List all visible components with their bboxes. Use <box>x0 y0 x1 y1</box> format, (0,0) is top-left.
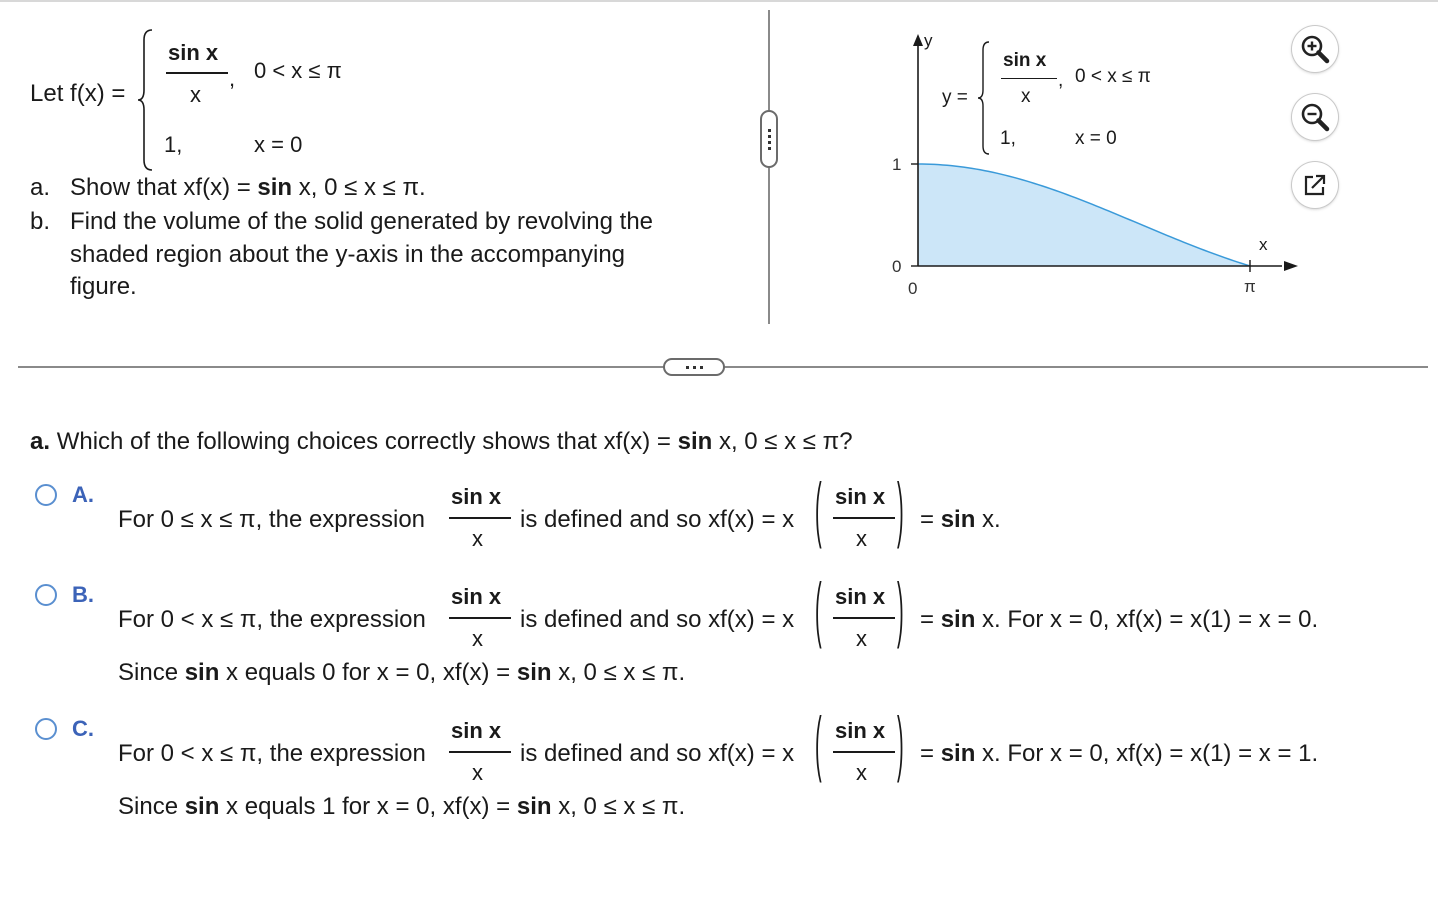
option-c-text-pre: For 0 < x ≤ π, the expression <box>118 740 426 767</box>
tick-label-xpi: π <box>1244 277 1256 296</box>
part-a-text: Show that xf(x) = sin x, 0 ≤ x ≤ π. <box>70 174 426 201</box>
option-c-mid: is defined and so xf(x) = x <box>520 740 795 767</box>
option-c-label: C. <box>72 716 94 741</box>
y-axis-arrow <box>913 34 923 46</box>
vertical-resize-handle[interactable] <box>760 110 778 168</box>
option-b-label: B. <box>72 582 94 607</box>
option-a-right-paren: ) <box>897 472 904 552</box>
option-c-frac-den: x <box>472 760 483 785</box>
zoom-out-icon <box>1299 101 1331 133</box>
case1-denominator: x <box>190 82 201 107</box>
option-b-tail: = sin x. For x = 0, xf(x) = x(1) = x = 0. <box>920 606 1319 633</box>
option-c-paren-num: sin x <box>835 718 886 743</box>
graph-fraction-bar <box>1001 78 1057 79</box>
piecewise-brace <box>136 28 156 172</box>
graph-case1-denominator: x <box>1021 86 1031 107</box>
case1-numerator: sin x <box>168 40 219 65</box>
let-label: Let f(x) = <box>30 80 126 107</box>
horizontal-resize-handle[interactable] <box>663 358 725 376</box>
option-a-left-paren: ( <box>815 472 822 552</box>
top-border <box>0 0 1438 2</box>
option-a-paren-den: x <box>856 526 867 551</box>
graph-case1-comma: , <box>1058 70 1064 91</box>
option-b-frac-den: x <box>472 626 483 651</box>
option-a-paren-num: sin x <box>835 484 886 509</box>
option-c-frac-bar <box>449 751 511 753</box>
option-b-paren-bar <box>833 617 895 619</box>
option-c-radio[interactable] <box>35 718 57 740</box>
option-b-left-paren: ( <box>815 572 822 652</box>
option-b-frac-bar <box>449 617 511 619</box>
option-c-frac-num: sin x <box>451 718 502 743</box>
x-axis-arrow <box>1284 261 1298 271</box>
option-b-mid: is defined and so xf(x) = x <box>520 606 795 633</box>
case1-comma: , <box>229 66 236 91</box>
option-a-radio[interactable] <box>35 484 57 506</box>
graph-piecewise-brace <box>977 40 991 156</box>
option-a-label: A. <box>72 482 94 507</box>
option-a-mid: is defined and so xf(x) = x <box>520 506 795 533</box>
shaded-region <box>918 164 1250 266</box>
tick-label-x0: 0 <box>908 279 918 298</box>
option-a-frac-bar <box>449 517 511 519</box>
graph-case2-condition: x = 0 <box>1075 128 1117 149</box>
option-c-left-paren: ( <box>815 706 822 786</box>
part-b-line3: figure. <box>70 273 137 300</box>
part-b-line1: Find the volume of the solid generated by revolving the <box>70 208 654 235</box>
option-c-paren-den: x <box>856 760 867 785</box>
part-b-line2: shaded region about the y-axis in the accompanying <box>70 241 626 268</box>
option-b-text-pre: For 0 < x ≤ π, the expression <box>118 606 426 633</box>
part-a-letter: a. <box>30 174 51 201</box>
popout-icon <box>1301 171 1329 199</box>
question-text: a. Which of the following choices correctly shows that xf(x) = sin x, 0 ≤ x ≤ π? <box>30 428 853 455</box>
option-b-frac-num: sin x <box>451 584 502 609</box>
popout-button[interactable] <box>1292 162 1338 208</box>
zoom-in-button[interactable] <box>1292 26 1338 72</box>
option-a-tail: = sin x. <box>920 506 1001 533</box>
x-axis-label: x <box>1259 235 1268 254</box>
case2-condition: x = 0 <box>254 132 303 157</box>
option-b-line2: Since sin x equals 0 for x = 0, xf(x) = sin x, 0 ≤ x ≤ π. <box>118 659 686 686</box>
option-c-right-paren: ) <box>897 706 904 786</box>
option-a-paren-bar <box>833 517 895 519</box>
option-a-frac-den: x <box>472 526 483 551</box>
option-b-paren-den: x <box>856 626 867 651</box>
option-b-radio[interactable] <box>35 584 57 606</box>
graph-case1-condition: 0 < x ≤ π <box>1075 66 1151 87</box>
option-c-tail: = sin x. For x = 0, xf(x) = x(1) = x = 1. <box>920 740 1319 767</box>
option-c-paren-bar <box>833 751 895 753</box>
option-b-right-paren: ) <box>897 572 904 652</box>
case1-fraction-bar <box>166 72 228 74</box>
y-axis-label: y <box>924 31 933 50</box>
part-b-letter: b. <box>30 208 51 235</box>
figure-graph <box>880 20 1300 310</box>
case2-value: 1, <box>164 132 183 157</box>
zoom-out-button[interactable] <box>1292 94 1338 140</box>
graph-y-equals: y = <box>942 87 968 108</box>
tick-label-y0: 0 <box>892 257 902 276</box>
case1-condition: 0 < x ≤ π <box>254 58 342 83</box>
graph-case2-value: 1, <box>1000 128 1016 149</box>
tick-label-y1: 1 <box>892 155 902 174</box>
graph-case1-numerator: sin x <box>1003 50 1047 71</box>
option-a-text-pre: For 0 ≤ x ≤ π, the expression <box>118 506 426 533</box>
option-a-frac-num: sin x <box>451 484 502 509</box>
zoom-in-icon <box>1299 33 1331 65</box>
option-b-paren-num: sin x <box>835 584 886 609</box>
option-c-line2: Since sin x equals 1 for x = 0, xf(x) = sin x, 0 ≤ x ≤ π. <box>118 793 686 820</box>
